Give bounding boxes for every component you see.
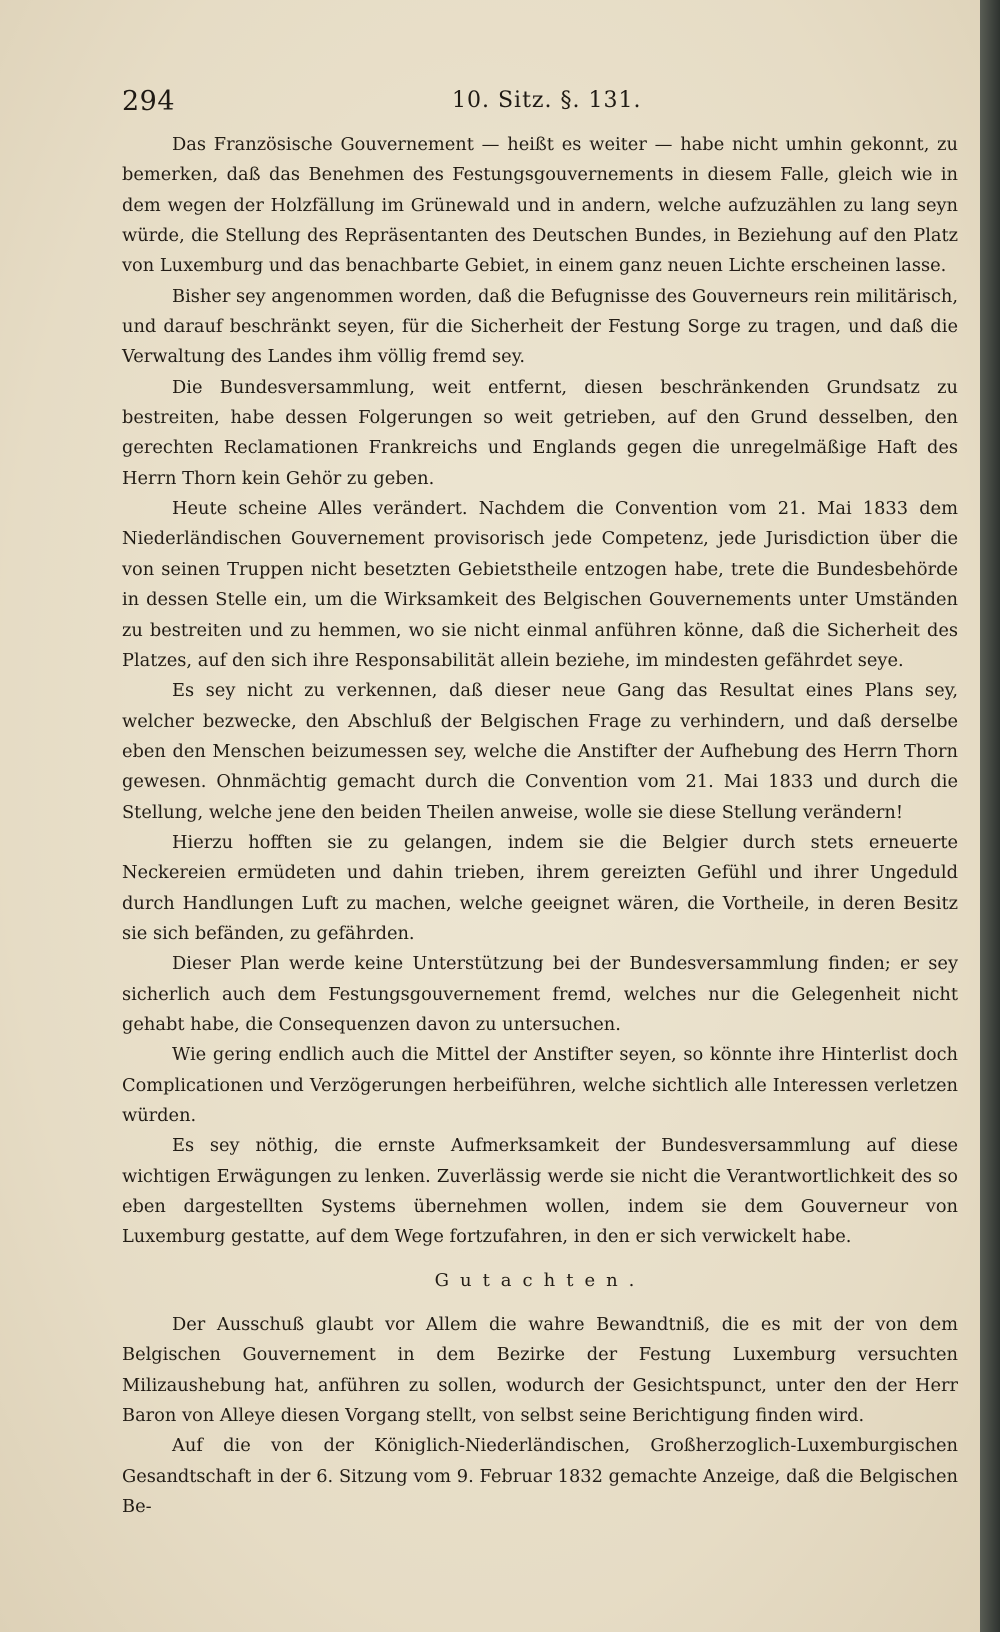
paragraph: Es sey nöthig, die ernste Aufmerksamkeit der Bundesversammlung auf diese wichtigen Erwägungen zu lenken. Zuverlässig werde sie nicht die Verantwortlichkeit des so eben dargestellten Systems übernehmen wollen, indem sie dem Gouverneur von Luxemburg gestatte, auf dem Wege fortzufahren, in den er sich verwickelt habe.	[122, 1135, 958, 1248]
paragraph: Hierzu hofften sie zu gelangen, indem sie die Belgier durch stets erneuerte Neckereien ermüdeten und dahin trieben, ihrem gereizten Gefühl und ihrer Ungeduld durch Handlungen Luft zu machen, welche geeignet wären, die Vortheile, in deren Besitz sie sich befänden, zu gefährden.	[122, 831, 958, 944]
paragraph: Der Ausschuß glaubt vor Allem die wahre Bewandtniß, die es mit der von dem Belgischen Gouvernement in dem Bezirke der Festung Luxemburg versuchten Milizaushebung hat, anführen zu sollen, wodurch der Gesichtspunct, unter den der Herr Baron von Alleye diesen Vorgang stellt, von selbst seine Berichtigung finden wird.	[122, 1314, 958, 1427]
body-text	[122, 130, 958, 1522]
section-heading: Gutachten.	[434, 1269, 646, 1291]
page-number: 294	[122, 86, 176, 117]
page-header	[122, 86, 952, 126]
paragraph: Dieser Plan werde keine Unterstützung bei der Bundesversammlung finden; er sey sicherlich auch dem Festungsgouvernement fremd, welches nur die Gelegenheit nicht gehabt habe, die Consequenzen davon zu untersuchen.	[122, 953, 958, 1035]
paragraph: Es sey nicht zu verkennen, daß dieser neue Gang das Resultat eines Plans sey, welcher bezwecke, den Abschluß der Belgischen Frage zu verhindern, und daß derselbe eben den Menschen beizumessen sey, welche die Anstifter der Aufhebung des Herrn Thorn gewesen. Ohnmächtig gemacht durch die Convention vom 21. Mai 1833 und durch die Stellung, welche jene den beiden Theilen anweise, wolle sie diese Stellung verändern!	[122, 680, 958, 823]
paragraph: Wie gering endlich auch die Mittel der Anstifter seyen, so könnte ihre Hinterlist doch Complicationen und Verzögerungen herbeiführen, welche sichtlich alle Interessen verletzen würden.	[122, 1044, 958, 1126]
paragraph: Bisher sey angenommen worden, daß die Befugnisse des Gouverneurs rein militärisch, und darauf beschränkt seyen, für die Sicherheit der Festung Sorge zu tragen, und daß die Verwaltung des Landes ihm völlig fremd sey.	[122, 285, 958, 368]
paragraph: Das Französische Gouvernement — heißt es weiter — habe nicht umhin gekonnt, zu bemerken, daß das Benehmen des Festungsgouvernements in diesem Falle, gleich wie in dem wegen der Holzfällung im Grünewald und in andern, welche aufzuzählen zu lang seyn würde, die Stellung des Repräsentanten des Deutschen Bundes, in Beziehung auf den Platz von Luxemburg und das benachbarte Gebiet, in einem ganz neuen Lichte erscheinen lasse.	[122, 134, 958, 277]
paragraph: Heute scheine Alles verändert. Nachdem die Convention vom 21. Mai 1833 dem Niederländischen Gouvernement provisorisch jede Competenz, jede Jurisdiction über die von seinen Truppen nicht besetzten Gebietstheile entzogen habe, trete die Bundesbehörde in dessen Stelle ein, um die Wirksamkeit des Belgischen Gouvernements unter Umständen zu bestreiten und zu hemmen, wo sie nicht einmal anführen könne, daß die Sicherheit des Platzes, auf den sich ihre Responsabilität allein beziehe, im mindesten gefährdet seye.	[122, 498, 958, 671]
paragraph: Die Bundesversammlung, weit entfernt, diesen beschränkenden Grundsatz zu bestreiten, habe dessen Folgerungen so weit getrieben, auf den Grund desselben, den gerechten Reclamationen Frankreichs und Englands gegen die unregelmäßige Haft des Herrn Thorn kein Gehör zu geben.	[122, 376, 958, 489]
paragraph: Auf die von der Königlich-Niederländischen, Großherzoglich-Luxemburgischen Gesandtschaft in der 6. Sitzung vom 9. Februar 1832 gemachte Anzeige, daß die Belgischen Be-	[122, 1435, 958, 1518]
page-edge-shadow	[980, 0, 1000, 1632]
running-head: 10. Sitz. §. 131.	[452, 88, 642, 113]
